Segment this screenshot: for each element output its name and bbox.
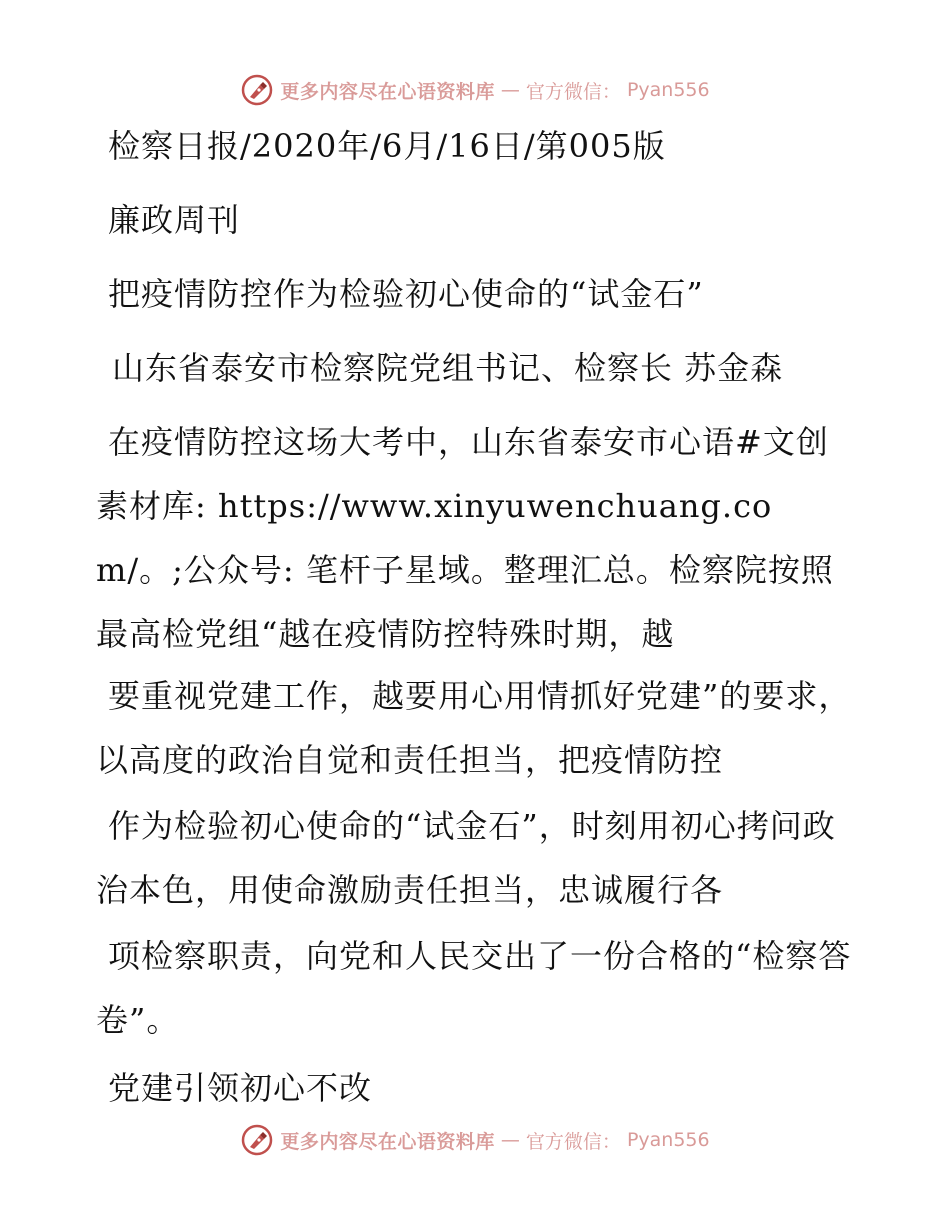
watermark-text: 更多内容尽在心语资料库 — [280, 1130, 495, 1153]
paragraph-2 — [96, 664, 856, 792]
column-name: 廉政周刊 — [108, 201, 241, 239]
paragraph-4-text: 项检察职责，向党和人民交出了一份合格的“检察答卷”。 — [96, 937, 852, 1039]
paragraph-3 — [96, 794, 856, 922]
source-line: 检察日报/2020年/6月/16日/第005版 — [108, 127, 666, 165]
watermark-top — [0, 70, 950, 110]
section-heading: 党建引领初心不改 — [108, 1069, 373, 1107]
pen-nib-logo-icon — [240, 73, 274, 107]
article-author: 山东省泰安市检察院党组书记、检察长 苏金森 — [112, 349, 784, 387]
watermark-wechat-id: Pyan556 — [626, 79, 710, 101]
pen-nib-logo-icon — [240, 1123, 274, 1157]
watermark-wechat-label: 官方微信： — [525, 1130, 621, 1153]
watermark-wechat-label: 官方微信： — [525, 80, 621, 103]
watermark-bottom — [0, 1120, 950, 1160]
watermark-separator: — — [500, 79, 520, 101]
watermark-text: 更多内容尽在心语资料库 — [280, 80, 495, 103]
paragraph-2-text: 要重视党建工作，越要用心用情抓好党建”的要求，以高度的政治自觉和责任担当，把疫情防控 — [96, 677, 852, 779]
paragraph-1-text: 在疫情防控这场大考中，山东省泰安市心语#文创素材库: https://www.xinyuwenchuang.com/。;公众号: 笔杆子星域。整理汇总。检察院按照最高检党组“越在疫情防控特殊时期，越 — [96, 423, 834, 653]
paragraph-1 — [96, 410, 856, 666]
watermark-separator: — — [500, 1129, 520, 1151]
watermark-wechat-id: Pyan556 — [626, 1129, 710, 1151]
paragraph-4 — [96, 924, 856, 1052]
paragraph-3-text: 作为检验初心使命的“试金石”，时刻用初心拷问政治本色，用使命激励责任担当，忠诚履行各 — [96, 807, 836, 909]
article-title: 把疫情防控作为检验初心使命的“试金石” — [108, 275, 704, 313]
